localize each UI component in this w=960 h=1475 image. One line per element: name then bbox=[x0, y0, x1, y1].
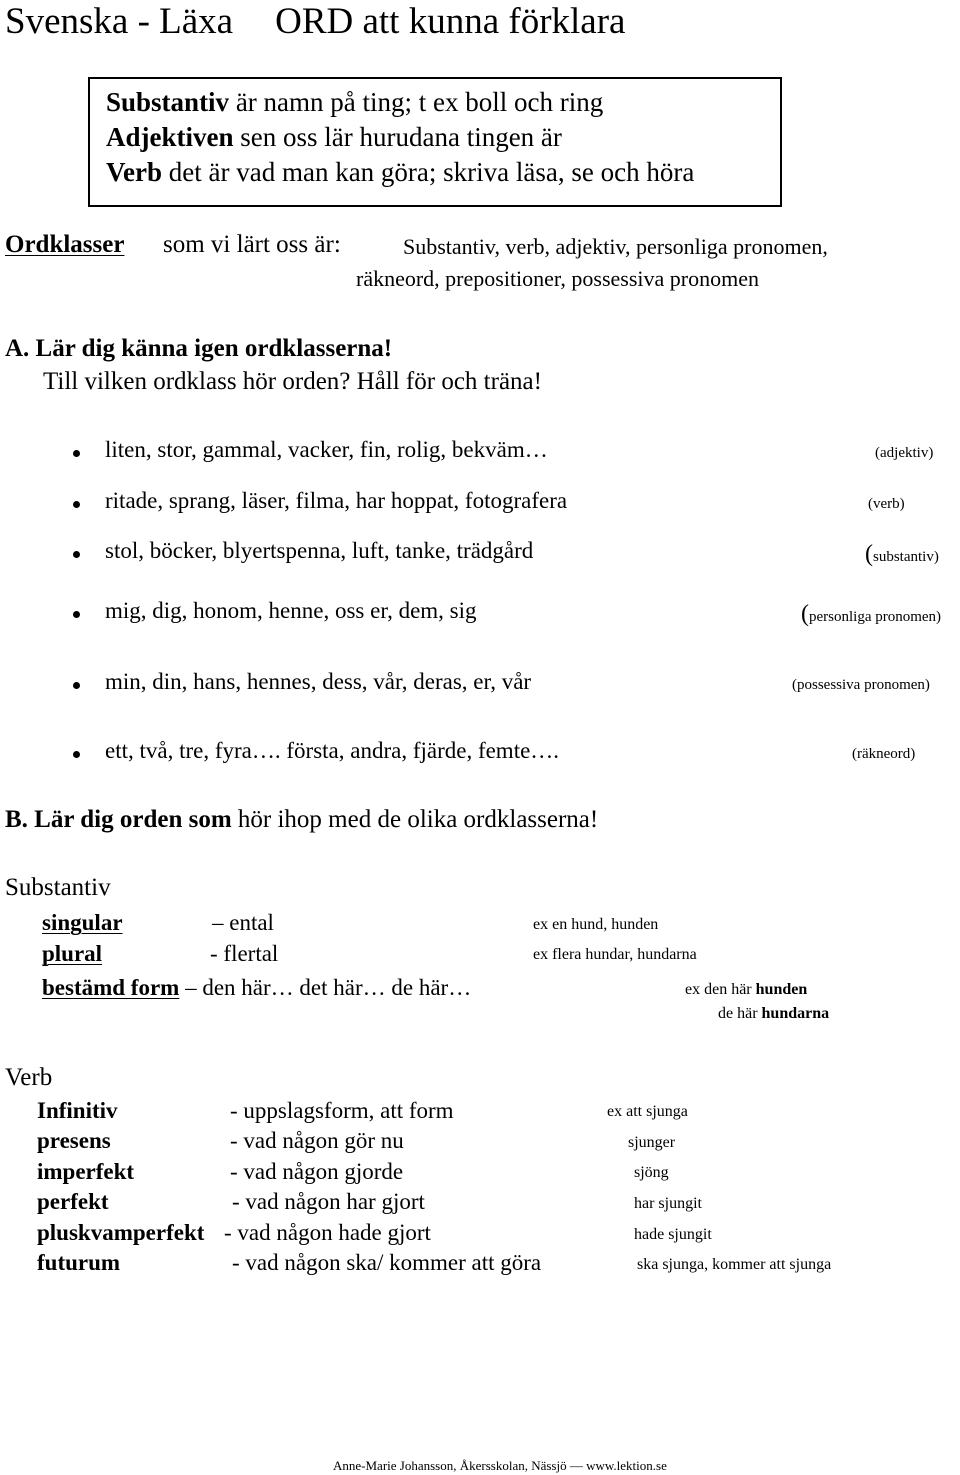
title-part1: Svenska - Läxa bbox=[5, 1, 234, 42]
definition-verb bbox=[106, 157, 694, 188]
word-group-words: mig, dig, honom, henne, oss er, dem, sig bbox=[105, 598, 477, 623]
word-group-words: ett, två, tre, fyra…. första, andra, fjärde, femte…. bbox=[105, 738, 560, 763]
word-group-tag: (adjektiv) bbox=[875, 445, 934, 461]
verb-example: har sjungit bbox=[634, 1195, 702, 1212]
word-group-tag: (possessiva pronomen) bbox=[792, 677, 930, 693]
section-a-heading: A. Lär dig känna igen ordklasserna! bbox=[5, 335, 393, 362]
definition-term: Adjektiven bbox=[106, 122, 234, 152]
verb-example: sjunger bbox=[628, 1134, 676, 1151]
substantiv-heading: Substantiv bbox=[5, 874, 111, 901]
verb-term: presens bbox=[37, 1128, 111, 1153]
substantiv-desc-bestamd: – den här… det här… de här… bbox=[179, 975, 472, 1000]
verb-term: futurum bbox=[37, 1250, 121, 1275]
list-item bbox=[0, 669, 960, 699]
section-b-heading: B. Lär dig orden som hör ihop med de olika ordklasserna! bbox=[5, 806, 599, 833]
verb-example: ska sjunga, kommer att sjunga bbox=[637, 1256, 832, 1273]
bullet-icon bbox=[73, 682, 80, 689]
word-group-tag: (verb) bbox=[868, 496, 905, 512]
verb-term: imperfekt bbox=[37, 1159, 135, 1184]
verb-desc: - vad någon gör nu bbox=[230, 1128, 404, 1153]
table-row bbox=[0, 1220, 960, 1250]
definition-box bbox=[88, 77, 782, 207]
definition-text: det är vad man kan göra; skriva läsa, se och höra bbox=[162, 157, 695, 187]
word-group-words: min, din, hans, hennes, dess, vår, deras, er, vår bbox=[105, 669, 532, 694]
verb-desc: - vad någon har gjort bbox=[232, 1189, 425, 1214]
section-a-subheading: Till vilken ordklass hör orden? Håll för och träna! bbox=[43, 368, 542, 395]
table-row bbox=[0, 1128, 960, 1158]
word-group-tag: (räkneord) bbox=[852, 746, 916, 762]
list-item bbox=[0, 738, 960, 768]
substantiv-bestamd-row bbox=[42, 975, 471, 1001]
verb-term: perfekt bbox=[37, 1189, 109, 1214]
word-group-words: stol, böcker, blyertspenna, luft, tanke, trädgård bbox=[105, 538, 534, 563]
substantiv-example-bestamd: ex den här hunden bbox=[685, 981, 808, 998]
page-title bbox=[5, 0, 625, 43]
table-row bbox=[0, 1189, 960, 1219]
definition-text: sen oss lär hurudana tingen är bbox=[233, 122, 562, 152]
verb-desc: - vad någon ska/ kommer att göra bbox=[232, 1250, 542, 1275]
bullet-icon bbox=[73, 751, 80, 758]
word-group-words: ritade, sprang, läser, filma, har hoppat, fotografera bbox=[105, 488, 568, 513]
title-part2: ORD att kunna förklara bbox=[275, 1, 626, 42]
substantiv-term-bestamd: bestämd form bbox=[42, 975, 180, 1000]
verb-desc: - vad någon hade gjort bbox=[224, 1220, 431, 1245]
ordklasser-list-line2: räkneord, prepositioner, possessiva pronomen bbox=[356, 266, 759, 291]
table-row bbox=[0, 1250, 960, 1280]
bullet-icon bbox=[73, 501, 80, 508]
verb-term: pluskvamperfekt bbox=[37, 1220, 205, 1245]
footer-credit: Anne-Marie Johansson, Åkersskolan, Nässjö — www.lektion.se bbox=[333, 1458, 667, 1473]
ordklasser-intro: som vi lärt oss är: bbox=[163, 231, 341, 258]
ordklasser-heading: Ordklasser bbox=[5, 231, 125, 258]
verb-desc: - uppslagsform, att form bbox=[230, 1098, 454, 1123]
word-group-words: liten, stor, gammal, vacker, fin, rolig, bekväm… bbox=[105, 437, 548, 462]
substantiv-example-singular: ex en hund, hunden bbox=[533, 916, 659, 933]
word-group-tag: (substantiv) bbox=[865, 541, 939, 567]
bullet-icon bbox=[73, 450, 80, 457]
table-row bbox=[0, 1098, 960, 1128]
ordklasser-list-line1: Substantiv, verb, adjektiv, personliga pronomen, bbox=[403, 234, 828, 259]
substantiv-desc-singular: – ental bbox=[212, 910, 274, 935]
verb-example: hade sjungit bbox=[634, 1226, 712, 1243]
word-group-tag: (personliga pronomen) bbox=[801, 601, 942, 627]
verb-desc: - vad någon gjorde bbox=[230, 1159, 404, 1184]
list-item bbox=[0, 437, 960, 467]
substantiv-example-plural: ex flera hundar, hundarna bbox=[533, 946, 697, 963]
bullet-icon bbox=[73, 551, 80, 558]
list-item bbox=[0, 598, 960, 628]
list-item bbox=[0, 488, 960, 518]
bullet-icon bbox=[73, 611, 80, 618]
definition-text: är namn på ting; t ex boll och ring bbox=[229, 87, 604, 117]
definition-term: Substantiv bbox=[106, 87, 230, 117]
verb-example: ex att sjunga bbox=[607, 1103, 688, 1120]
verb-example: sjöng bbox=[634, 1164, 669, 1181]
substantiv-term-plural: plural bbox=[42, 941, 103, 966]
substantiv-desc-plural: - flertal bbox=[210, 941, 279, 966]
definition-term: Verb bbox=[106, 157, 163, 187]
definition-adjektiv bbox=[106, 122, 562, 153]
substantiv-example-bestamd-plural: de här hundarna bbox=[718, 1005, 830, 1022]
definition-substantiv bbox=[106, 87, 603, 118]
substantiv-term-singular: singular bbox=[42, 910, 123, 935]
list-item bbox=[0, 538, 960, 568]
table-row bbox=[0, 1159, 960, 1189]
verb-heading: Verb bbox=[5, 1064, 53, 1091]
verb-term: Infinitiv bbox=[37, 1098, 118, 1123]
